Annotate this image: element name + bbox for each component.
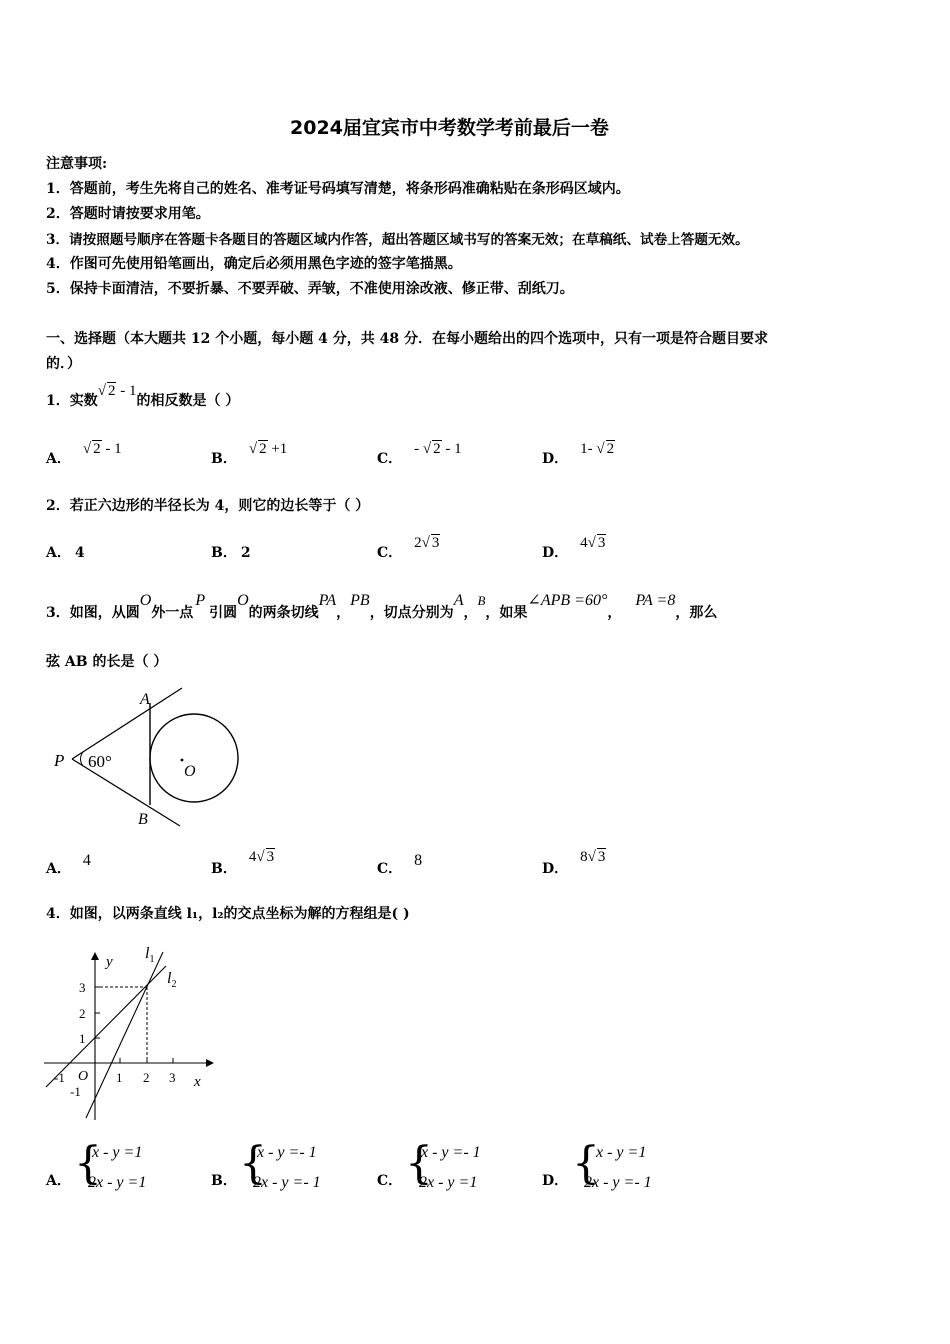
label-o: O [184, 763, 196, 780]
q2-option-a[interactable]: A． 4 [46, 545, 85, 561]
label-l2: $l_2$ [167, 970, 177, 990]
q3-option-b[interactable]: B．4√ 3 [211, 849, 275, 877]
axis-label-x: x [194, 1074, 201, 1090]
q4-option-c[interactable]: C． { x - y =- 1 2x - y =1 [377, 1138, 481, 1191]
xtick-label-1: 1 [116, 1070, 123, 1085]
xtick-label-3: 3 [169, 1070, 176, 1085]
origin-label: O [78, 1069, 89, 1084]
notice-item-5: 5．保持卡面清洁，不要折暴、不要弄破、弄皱，不准使用涂改液、修正带、刮纸刀。 [46, 281, 574, 297]
q1-option-a[interactable]: A．√ 2 - 1 [46, 441, 122, 467]
line-graph-figure [40, 940, 215, 1130]
q2-option-c[interactable]: C．2√ 3 [377, 535, 440, 561]
notice-heading: 注意事项: [46, 156, 108, 172]
tangent-pa [72, 688, 182, 759]
q2-option-b[interactable]: B． 2 [211, 545, 251, 561]
q1-option-d[interactable]: D．1- √ 2 [542, 441, 615, 467]
notice-item-4: 4．作图可先使用铅笔画出，确定后必须用黑色字迹的签字笔描黑。 [46, 256, 462, 272]
page-title: 2024届宜宾市中考数学考前最后一卷 [290, 117, 609, 139]
center-dot [181, 759, 184, 762]
axis-label-y: y [106, 954, 113, 970]
label-angle: 60° [88, 752, 112, 771]
notice-item-1: 1．答题前，考生先将自己的姓名、准考证号码填写清楚，将条形码准确粘贴在条形码区域内。 [46, 181, 630, 197]
q2-option-d[interactable]: D．4√ 3 [542, 535, 606, 561]
q4-option-b[interactable]: B． { x - y =- 1 2x - y =- 1 [211, 1138, 321, 1191]
section-heading-line2: 的．） [46, 356, 81, 372]
q3-option-c[interactable]: C． 8 [377, 852, 423, 877]
line-l2 [46, 966, 166, 1087]
q1-expression: √ 2 - 1 [97, 383, 137, 399]
label-a: A [140, 691, 150, 708]
label-p: P [54, 751, 65, 770]
q3-option-a[interactable]: A． 4 [46, 852, 91, 877]
section-heading-line1: 一、选择题（本大题共 12 个小题，每小题 4 分，共 48 分．在每小题给出的四个选项中，只有一项是符合题目要求 [46, 331, 768, 347]
question-2-stem: 2．若正六边形的半径长为 4，则它的边长等于（ ） [46, 498, 370, 514]
xtick-label-neg1: -1 [54, 1070, 65, 1085]
q3-option-d[interactable]: D．8√ 3 [542, 849, 606, 877]
xtick-label-2: 2 [143, 1070, 150, 1085]
x-axis-arrow [206, 1059, 214, 1067]
q1-suffix: 的相反数是（ ） [136, 393, 240, 409]
ytick-label-3: 3 [79, 980, 86, 995]
q4-option-d[interactable]: D． { x - y =1 2x - y =- 1 [542, 1138, 652, 1191]
ytick-label-1: 1 [79, 1031, 86, 1046]
circle-o [150, 714, 238, 802]
q1-option-b[interactable]: B．√ 2 +1 [211, 441, 288, 467]
label-b: B [138, 811, 148, 828]
question-1-stem [46, 380, 240, 409]
q4-option-a[interactable]: A． { x - y =1 2x - y =1 [46, 1138, 147, 1191]
notice-item-3: 3．请按照题号顺序在答题卡各题目的答题区域内作答，超出答题区域书写的答案无效；在草稿纸、试卷上答题无效。 [46, 232, 749, 248]
y-axis-arrow [91, 952, 99, 960]
q1-prefix: 1．实数 [46, 393, 98, 409]
ytick-label-neg1: -1 [70, 1084, 81, 1099]
notice-item-2: 2．答题时请按要求用笔。 [46, 206, 210, 222]
q1-option-c[interactable]: C．- √ 2 - 1 [377, 441, 462, 467]
question-3-stem: 3．如图，从圆O外一点P引圆O的两条切线PA，PB，切点分别为A，B，如果∠APB =60°，PA =8，那么 [46, 592, 718, 621]
ytick-label-2: 2 [79, 1006, 86, 1021]
circle-tangent-figure [48, 682, 248, 830]
question-4-stem: 4．如图，以两条直线 l₁，l₂的交点坐标为解的方程组是( ) [46, 906, 410, 922]
question-3-stem-line2: 弦 AB 的长是（ ） [46, 654, 168, 670]
label-l1: $l_1$ [145, 945, 155, 965]
